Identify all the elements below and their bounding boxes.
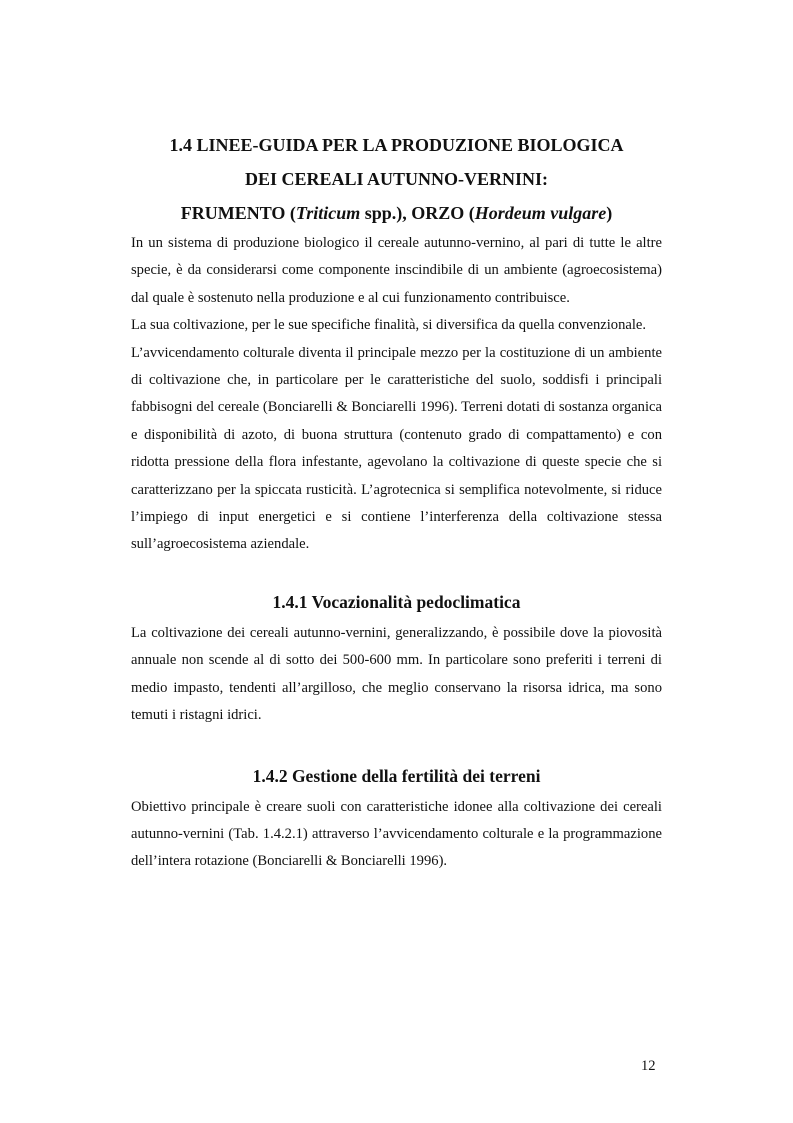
title-line-3 — [131, 196, 662, 230]
page-number: 12 — [641, 1058, 656, 1074]
title-line-1: 1.4 LINEE-GUIDA PER LA PRODUZIONE BIOLOGICA — [169, 135, 624, 155]
title-line-3-part-a: FRUMENTO ( — [180, 203, 296, 223]
intro-section — [131, 230, 662, 559]
title-species-hordeum: Hordeum vulgare — [474, 203, 607, 223]
chapter-title — [131, 128, 662, 230]
title-species-triticum: Triticum — [295, 203, 361, 223]
section-vocazionalita-paragraph: La coltivazione dei cereali autunno-vernini, generalizzando, è possibile dove la piovosità annuale non scende al di sotto dei 500-600 mm. In particolare sono preferiti i terreni di medio impasto, tendenti all’argilloso, che meglio conservano la risorsa idrica, ma sono temuti i ristagni idrici. — [131, 624, 662, 724]
section-heading-fertilita: 1.4.2 Gestione della fertilità dei terreni — [252, 765, 541, 786]
title-line-3-part-e: ) — [606, 203, 613, 223]
section-vocazionalita-body — [131, 620, 662, 730]
section-fertilita-paragraph: Obiettivo principale è creare suoli con caratteristiche idonee alla coltivazione dei cereali autunno-vernini (Tab. 1.4.2.1) attraverso l’avvicendamento colturale e la programmazione dell’intera rotazione (Bonciarelli & Bonciarelli 1996). — [131, 798, 662, 870]
document-page — [131, 128, 662, 876]
title-line-3-part-c: spp.), ORZO ( — [360, 203, 475, 223]
intro-paragraph-1: In un sistema di produzione biologico il cereale autunno-vernino, al pari di tutte le altre specie, è da considerarsi come componente inscindibile di un ambiente (agroecosistema) dal quale è sostenuto nella produzione e al cui funzionamento contribuisce. — [131, 235, 662, 306]
section-heading-vocazionalita: 1.4.1 Vocazionalità pedoclimatica — [272, 591, 521, 612]
section-fertilita-body — [131, 794, 662, 876]
title-line-2: DEI CEREALI AUTUNNO-VERNINI: — [244, 169, 549, 189]
intro-paragraph-3: L’avvicendamento colturale diventa il principale mezzo per la costituzione di un ambiente di coltivazione che, in particolare per le caratteristiche del suolo, soddisfi i principali fabbisogni del cereale (Bonciarelli & Bonciarelli 1996). Terreni dotati di sostanza organica e disponibilità di azoto, di buona struttura (contenuto grado di compattamento) e con ridotta pressione della flora infestante, agevolano la coltivazione di queste specie che si caratterizzano per la spiccata rusticità. L’agrotecnica si semplifica notevolmente, si riduce l’impiego di input energetici e si contiene l’interferenza della coltivazione stessa sull’agroecosistema aziendale. — [131, 344, 662, 553]
intro-paragraph-2: La sua coltivazione, per le sue specifiche finalità, si diversifica da quella convenzionale. — [131, 317, 647, 334]
